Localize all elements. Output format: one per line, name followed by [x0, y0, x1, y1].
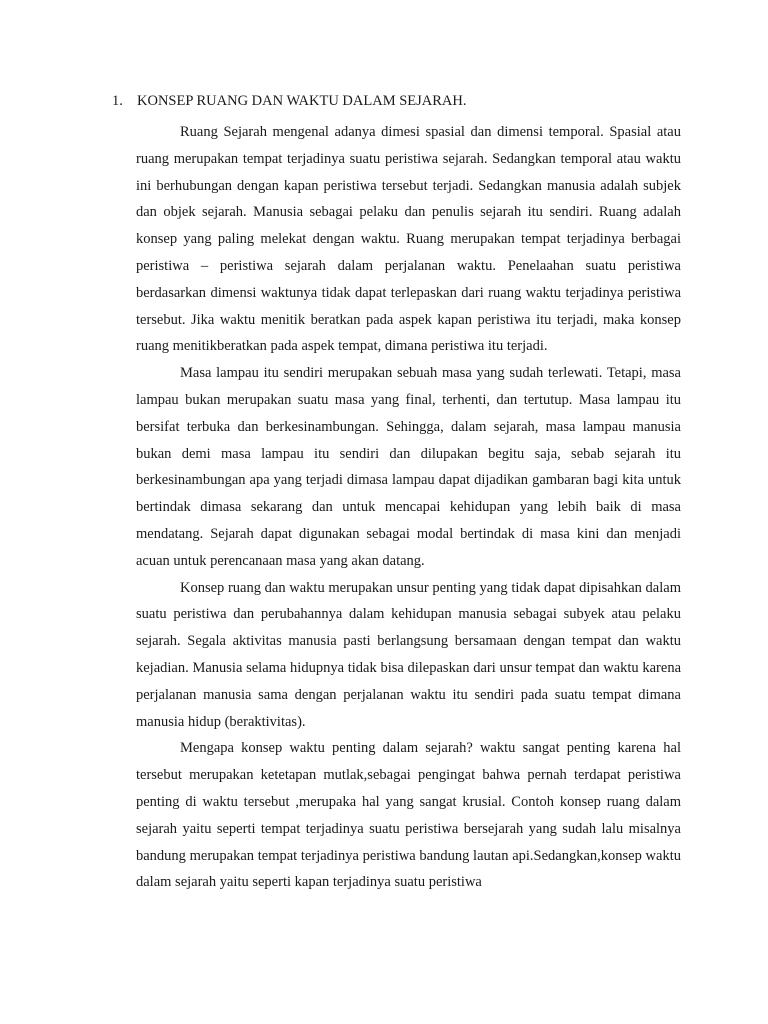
- paragraph-konsep-ruang-waktu: Konsep ruang dan waktu merupakan unsur penting yang tidak dapat dipisahkan dalam suatu peristiwa dan perubahannya dalam kehidupan manusia sebagai subyek atau pelaku sejarah. Segala aktivitas manusia pasti berlangsung bersamaan dengan tempat dan waktu kejadian. Manusia selama hidupnya tidak bisa dilepaskan dari unsur tempat dan waktu karena perjalanan manusia sama dengan perjalanan waktu itu sendiri pada suatu tempat dimana manusia hidup (beraktivitas).: [136, 579, 681, 730]
- paragraph-ruang-sejarah: Ruang Sejarah mengenal adanya dimesi spasial dan dimensi temporal. Spasial atau ruang merupakan tempat terjadinya suatu peristiwa sejarah. Sedangkan temporal atau waktu ini berhubungan dengan kapan peristiwa tersebut terjadi. Sedangkan manusia adalah subjek dan objek sejarah. Manusia sebagai pelaku dan penulis sejarah itu sendiri. Ruang adalah konsep yang paling melekat dengan waktu. Ruang merupakan tempat terjadinya berbagai peristiwa – peristiwa sejarah dalam perjalanan waktu. Penelaahan suatu peristiwa berdasarkan dimensi waktunya tidak dapat terlepaskan dari ruang waktu terjadinya peristiwa tersebut. Jika waktu menitik beratkan pada aspek kapan peristiwa itu terjadi, maka konsep ruang menitikberatkan pada aspek tempat, dimana peristiwa itu terjadi.: [136, 124, 681, 355]
- section-number: 1.: [112, 93, 123, 109]
- section-body: [136, 119, 681, 896]
- paragraph-masa-lampau: Masa lampau itu sendiri merupakan sebuah masa yang sudah terlewati. Tetapi, masa lampau bukan merupakan suatu masa yang final, terhenti, dan tertutup. Masa lampau itu bersifat terbuka dan berkesinambungan. Sehingga, dalam sejarah, masa lampau manusia bukan demi masa lampau itu sendiri dan dilupakan begitu saja, sebab sejarah itu berkesinambungan apa yang terjadi dimasa lampau dapat dijadikan gambaran bagi kita untuk bertindak dimasa sekarang dan untuk mencapai kehidupan yang lebih baik di masa mendatang. Sejarah dapat digunakan sebagai modal bertindak di masa kini dan menjadi acuan untuk perencanaan masa yang akan datang.: [136, 365, 681, 569]
- section-heading: [112, 91, 467, 111]
- section-title: KONSEP RUANG DAN WAKTU DALAM SEJARAH.: [137, 93, 467, 109]
- paragraph-mengapa-waktu-penting: Mengapa konsep waktu penting dalam sejarah? waktu sangat penting karena hal tersebut merupakan ketetapan mutlak,sebagai pengingat bahwa pernah terdapat peristiwa penting di waktu tersebut ,merupaka hal yang sangat krusial. Contoh konsep ruang dalam sejarah yaitu seperti tempat terjadinya suatu peristiwa bersejarah yang sudah lalu misalnya bandung merupakan tempat terjadinya peristiwa bandung lautan api.Sedangkan,konsep waktu dalam sejarah yaitu seperti kapan terjadinya suatu peristiwa: [136, 740, 681, 891]
